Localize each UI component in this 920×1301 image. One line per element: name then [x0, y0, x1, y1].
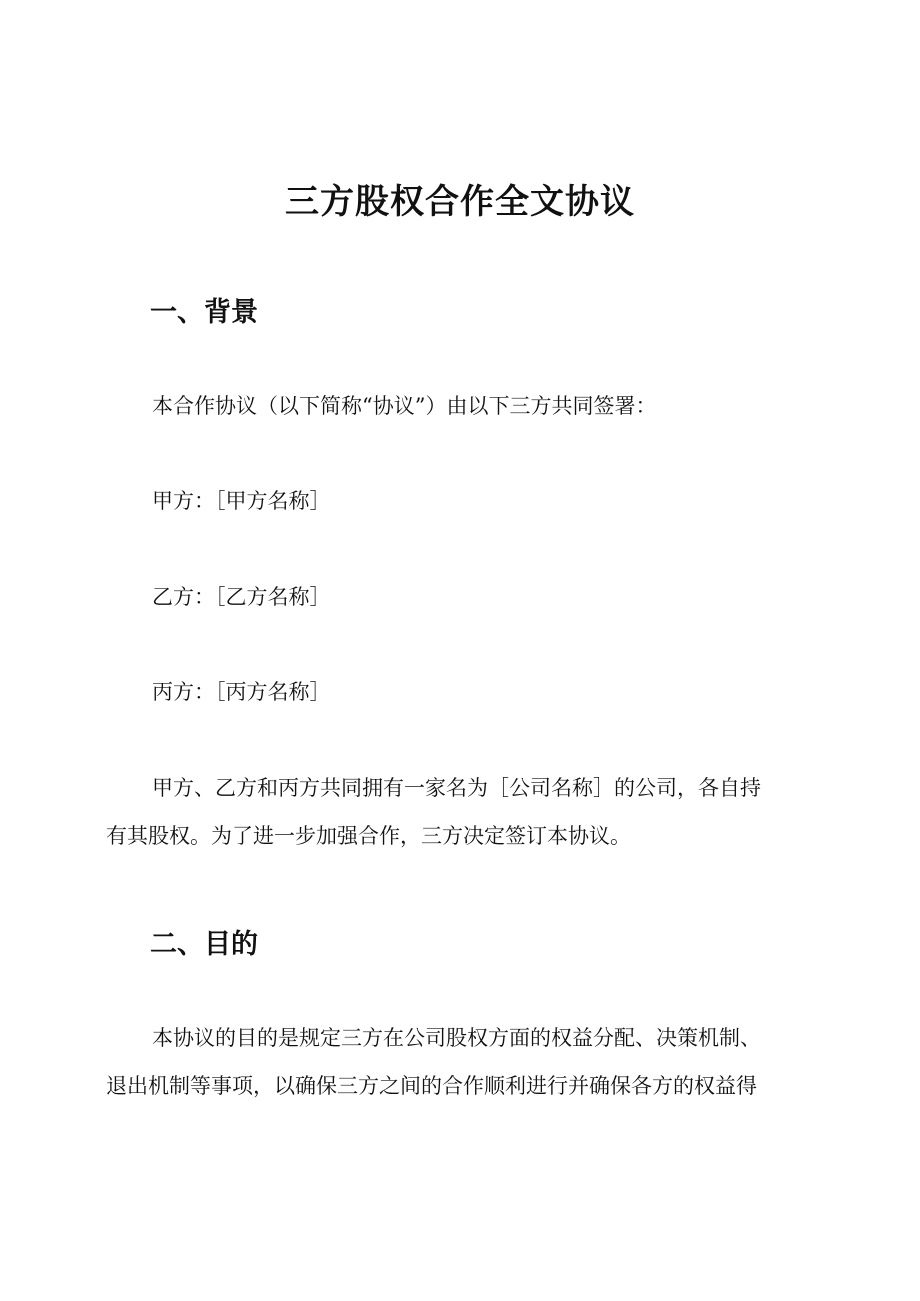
background-intro-paragraph: 本合作协议（以下简称“协议”）由以下三方共同签署：: [152, 394, 657, 418]
purpose-paragraph-line-2: 退出机制等事项，以确保三方之间的合作顺利进行并确保各方的权益得: [106, 1074, 757, 1098]
section-heading-purpose: 二、目的: [150, 929, 258, 960]
party-b-line: 乙方：［乙方名称］: [152, 585, 331, 609]
section-heading-background: 一、背景: [150, 297, 258, 328]
purpose-paragraph-line-1: 本协议的目的是规定三方在公司股权方面的权益分配、决策机制、: [152, 1026, 761, 1050]
party-a-line: 甲方：［甲方名称］: [152, 489, 331, 513]
party-c-line: 丙方：［丙方名称］: [152, 680, 331, 704]
background-paragraph-line-1: 甲方、乙方和丙方共同拥有一家名为［公司名称］的公司，各自持: [152, 776, 761, 800]
document-title: 三方股权合作全文协议: [285, 182, 635, 222]
background-paragraph-line-2: 有其股权。为了进一步加强合作，三方决定签订本协议。: [106, 824, 631, 848]
